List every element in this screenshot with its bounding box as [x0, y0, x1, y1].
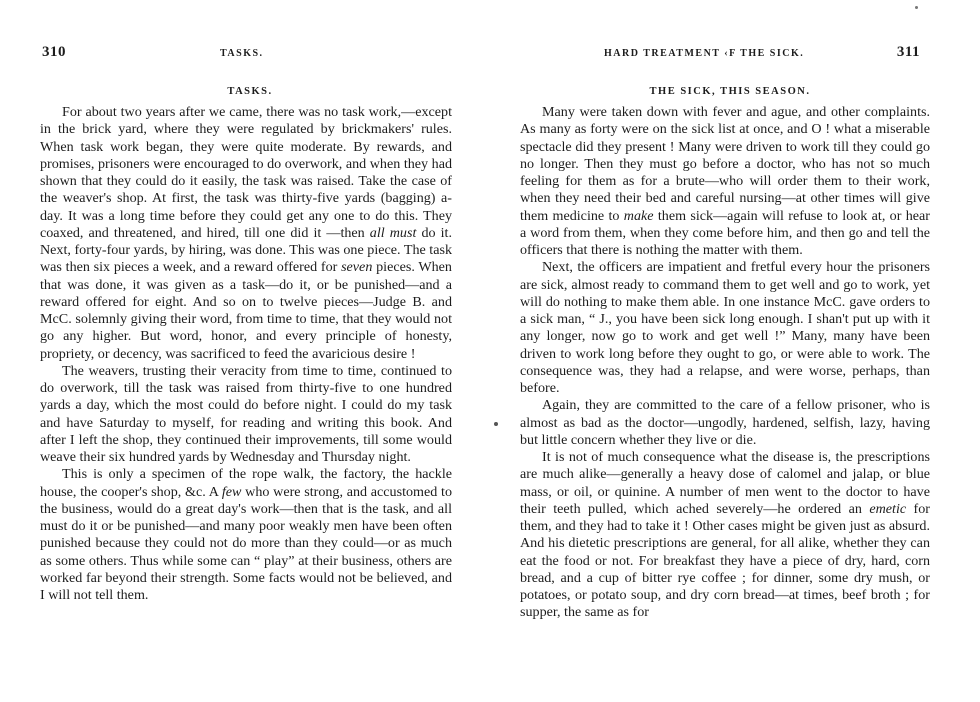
paragraph: This is only a specimen of the rope walk, the factory, the hackle house, the cooper's shop, &c. A few who were strong, and accustomed to the business, would do a great day's work—then that is the task, and all must do it or be punished—and many poor weakly men have been often punished because they could not do more than they could—or as much as some others. Thus while some can “ play” at their business, others are worked far beyond their strength. Some facts would not be believed, and I will not tell them.	[40, 466, 452, 603]
right-page	[520, 0, 940, 702]
left-page	[40, 0, 460, 702]
page-number: 311	[896, 44, 920, 60]
paragraph: Again, they are committed to the care of a fellow prisoner, who is almost as bad as the doctor—ungodly, hardened, selfish, lazy, having but little concern whether they live or die.	[520, 397, 930, 448]
print-speck	[494, 422, 498, 426]
body-text	[520, 104, 930, 622]
paragraph: Many were taken down with fever and ague, and other complaints. As many as forty were on the sick list at once, and O ! what a miserable spectacle did they present ! Many were driven to work till they could go no longer. Then they must go before a doctor, who has not so much feeling for them as for a brute—who will order them to their work, when they need their bed and careful nursing—at other times will give them medicine to make them sick—again will refuse to look at, or hear a word from them, when they come before him, and then go and tell the officers that there is nothing the matter with them.	[520, 104, 930, 258]
body-text	[40, 104, 452, 604]
running-head: TASKS.	[220, 48, 264, 59]
paragraph: For about two years after we came, there was no task work,—except in the brick yard, where they were regulated by brickmakers' rules. When task work began, they were quite moderate. By rewards, and promises, prisoners were encouraged to do overwork, and when they had shown that they could do it easily, the task was raised. Take the case of the weaver's shop. At first, the task was thirty-five yards (bagging) a-day. It was a long time before they could get any one to do this. They coaxed, and threatened, and hired, till one did it —then all must do it. Next, forty-four yards, by hiring, was done. This was one piece. The task was then six pieces a week, and a reward offered for seven pieces. When that was done, it was given as a task—do it, or be punished—and a reward offered for eight. And so on to twelve pieces—Judge B. and McC. solemnly giving their word, from time to time, that they would not go any higher. But word, honor, and every principle of honesty, propriety, or decency, was sacrificed to feed the avaricious desire !	[40, 104, 452, 362]
paragraph: It is not of much consequence what the disease is, the prescriptions are much alike—generally a heavy dose of calomel and jalap, or blue mass, or oil, or quinine. A number of men went to the doctor to have their teeth pulled, which ached severely—he ordered an emetic for them, and they had to take it ! Other cases might be given just as absurd. And his dietetic prescriptions are general, for all alike, whether they can eat the food or not. For breakfast they have a piece of dry, hard, corn bread, and a cup of bitter rye coffee ; for dinner, some dry mush, or potatoes, or potato soup, and dry corn bread—at times, beef broth ; for supper, the same as for	[520, 449, 930, 621]
running-head: HARD TREATMENT ‹F THE SICK.	[604, 48, 805, 59]
page-number: 310	[42, 44, 66, 60]
paragraph: The weavers, trusting their veracity from time to time, continued to do overwork, till the task was raised from thirty-five to one hundred yards a day, which the most could do before night. I could do my task and have Saturday to myself, for reading and writing this book. And after I left the shop, they continued their improvements, till some would weave their six hundred yards by Wednesday and Thursday night.	[40, 362, 452, 465]
section-heading: THE SICK, THIS SEASON.	[649, 86, 811, 97]
paragraph: Next, the officers are impatient and fretful every hour the prisoners are sick, almost ready to command them to get well and go to work, yet will do nothing to make them able. In one instance McC. gave orders to a sick man, “ J., you have been sick long enough. I shan't put up with it any longer, now go to work and get well !” Many, many have been driven to work long before they ought to go, or were able to work. The consequence was, they had a relapse, and were worse, perhaps, than before.	[520, 259, 930, 396]
section-heading: TASKS.	[227, 86, 273, 97]
